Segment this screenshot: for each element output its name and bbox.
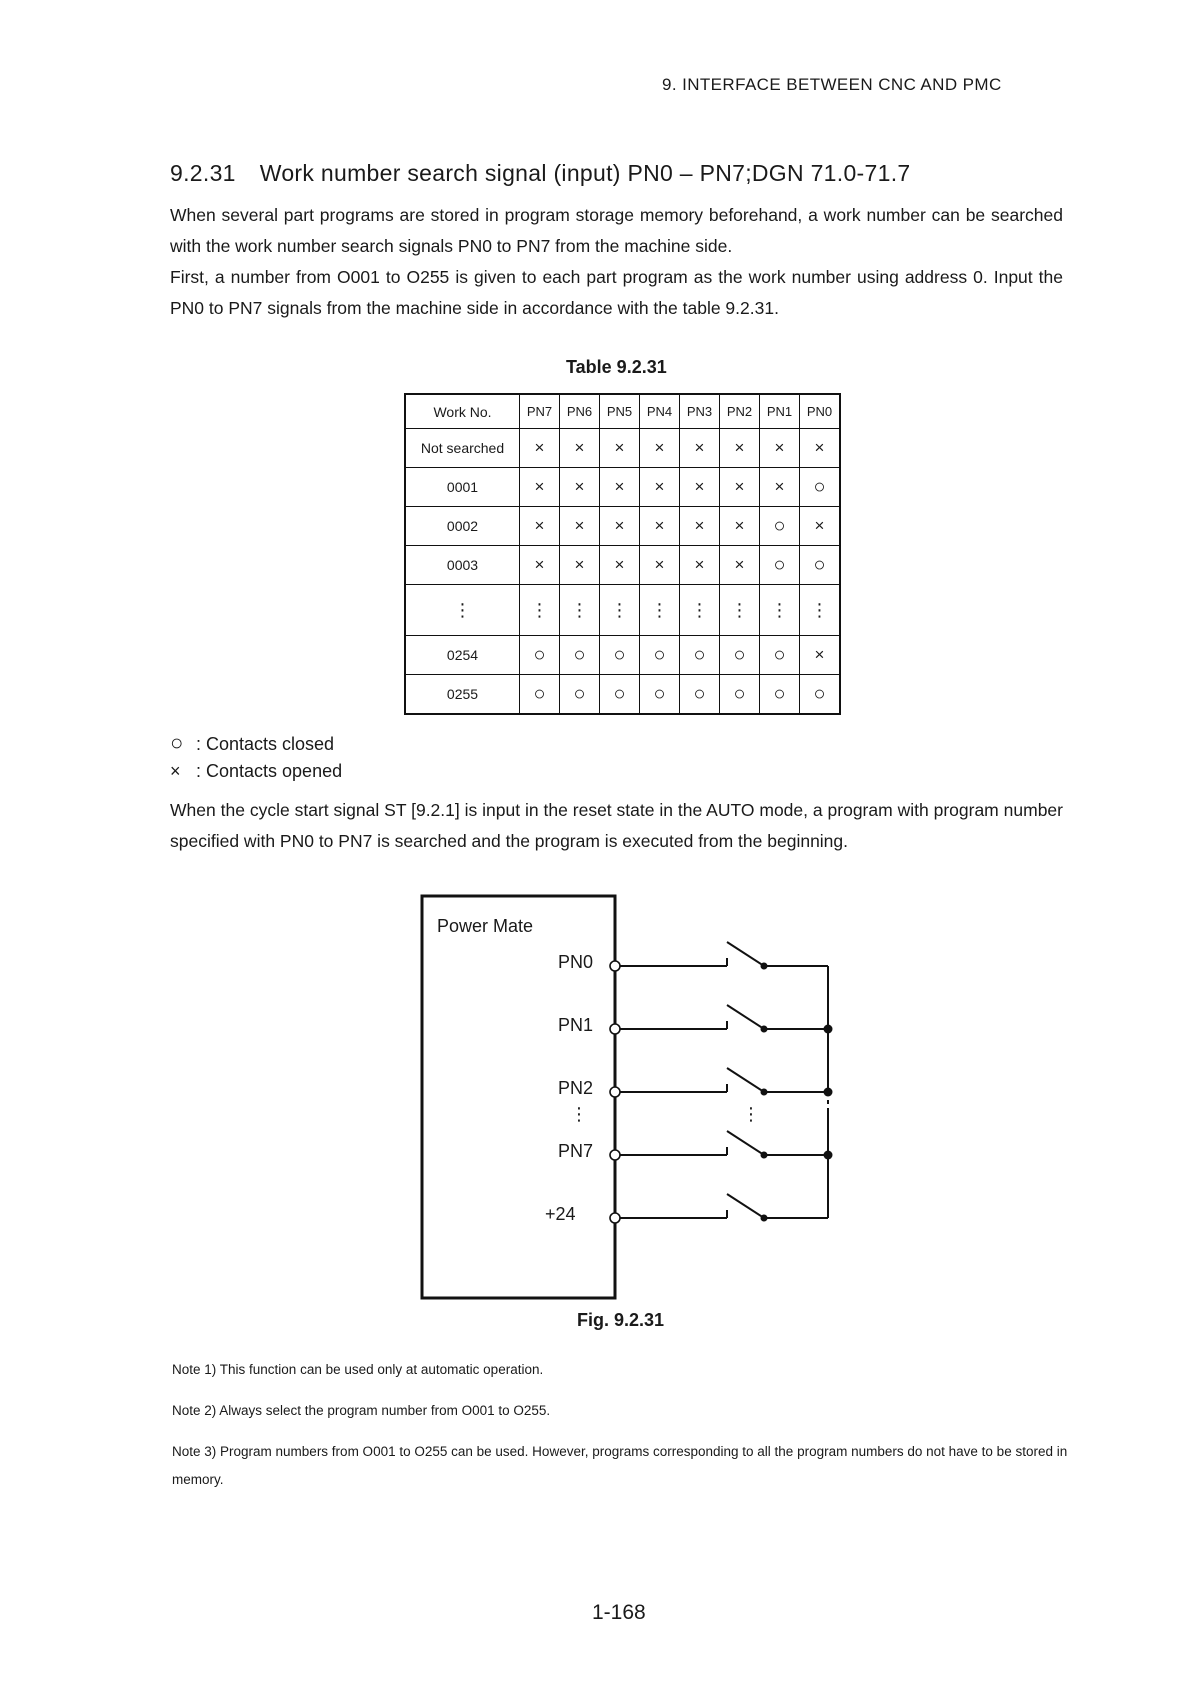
signal-label-pn2: PN2 bbox=[558, 1078, 594, 1098]
signal-cell: × bbox=[800, 429, 841, 468]
signal-cell: × bbox=[760, 429, 800, 468]
intro-paragraph-2: First, a number from O001 to O255 is given to each part program as the work number using address 0. Input the PN0 to PN7 signals from the machine side in accordance with the table 9.2.31. bbox=[170, 267, 1063, 318]
signal-label-pn1: PN1 bbox=[558, 1015, 594, 1035]
signal-label-plus24: +24 bbox=[545, 1204, 576, 1224]
signal-cell: × bbox=[720, 468, 760, 507]
signal-cell: ⋮ bbox=[520, 585, 560, 636]
signal-cell: × bbox=[680, 546, 720, 585]
header-pn0: PN0 bbox=[800, 394, 841, 429]
signal-cell: ○ bbox=[760, 546, 800, 585]
signal-cell: × bbox=[560, 507, 600, 546]
section-title: Work number search signal (input) PN0 – PN7;DGN 71.0-71.7 bbox=[259, 160, 911, 186]
circle-icon: ○ bbox=[170, 730, 184, 755]
signal-cell: × bbox=[760, 468, 800, 507]
intro-paragraph-1: When several part programs are stored in program storage memory beforehand, a work number can be searched with the work number search signals PN0 to PN7 from the machine side. bbox=[170, 205, 1063, 256]
body-paragraph: When the cycle start signal ST [9.2.1] is input in the reset state in the AUTO mode, a program with program number specified with PN0 to PN7 is searched and the program is executed from the beginning. bbox=[170, 800, 1063, 851]
header-pn4: PN4 bbox=[640, 394, 680, 429]
signal-cell: ○ bbox=[800, 546, 841, 585]
signal-cell: × bbox=[720, 546, 760, 585]
header-pn6: PN6 bbox=[560, 394, 600, 429]
signal-cell: ○ bbox=[760, 507, 800, 546]
signal-cell: × bbox=[560, 546, 600, 585]
work-number-cell: 0255 bbox=[405, 675, 520, 715]
header-pn5: PN5 bbox=[600, 394, 640, 429]
signal-cell: ⋮ bbox=[680, 585, 720, 636]
table-caption: Table 9.2.31 bbox=[566, 357, 667, 377]
signal-cell: ○ bbox=[520, 636, 560, 675]
signal-cell: × bbox=[640, 546, 680, 585]
note-1: Note 1) This function can be used only at automatic operation. bbox=[172, 1362, 544, 1377]
signal-cell: × bbox=[720, 507, 760, 546]
section-number: 9.2.31 bbox=[170, 160, 236, 186]
ellipsis-left: ⋮ bbox=[570, 1104, 588, 1124]
running-header: 9. INTERFACE BETWEEN CNC AND PMC bbox=[662, 75, 1002, 94]
header-pn3: PN3 bbox=[680, 394, 720, 429]
signal-cell: ○ bbox=[560, 636, 600, 675]
switches bbox=[727, 942, 828, 1218]
signal-cell: ○ bbox=[520, 675, 560, 715]
header-pn2: PN2 bbox=[720, 394, 760, 429]
signal-label-pn7: PN7 bbox=[558, 1141, 594, 1161]
work-number-cell: 0003 bbox=[405, 546, 520, 585]
signal-cell: × bbox=[680, 429, 720, 468]
figure-caption: Fig. 9.2.31 bbox=[577, 1310, 665, 1330]
work-number-cell: 0254 bbox=[405, 636, 520, 675]
page-number: 1-168 bbox=[592, 1601, 646, 1624]
work-number-cell: ⋮ bbox=[405, 585, 520, 636]
signal-cell: ○ bbox=[640, 675, 680, 715]
legend-opened-text: : Contacts opened bbox=[196, 761, 343, 781]
signal-cell: ○ bbox=[560, 675, 600, 715]
signal-cell: × bbox=[640, 468, 680, 507]
signal-cell: ⋮ bbox=[720, 585, 760, 636]
signal-cell: ○ bbox=[680, 636, 720, 675]
legend-closed-text: : Contacts closed bbox=[196, 734, 335, 754]
signal-cell: ○ bbox=[720, 636, 760, 675]
signal-cell: × bbox=[560, 468, 600, 507]
signal-cell: × bbox=[520, 468, 560, 507]
signal-cell: × bbox=[600, 429, 640, 468]
note-3: Note 3) Program numbers from O001 to O255 can be used. However, programs corresponding to all the program numbers do not have to be stored in memory. bbox=[172, 1444, 1068, 1487]
work-number-cell: 0001 bbox=[405, 468, 520, 507]
signal-cell: × bbox=[600, 507, 640, 546]
signal-cell: ○ bbox=[600, 675, 640, 715]
signal-cell: ⋮ bbox=[800, 585, 841, 636]
signal-cell: ○ bbox=[600, 636, 640, 675]
header-pn1: PN1 bbox=[760, 394, 800, 429]
signal-cell: ○ bbox=[800, 468, 841, 507]
signal-cell: ○ bbox=[640, 636, 680, 675]
header-pn7: PN7 bbox=[520, 394, 560, 429]
signal-cell: ○ bbox=[720, 675, 760, 715]
terminal-lines bbox=[615, 958, 727, 1218]
work-number-cell: 0002 bbox=[405, 507, 520, 546]
signal-cell: ○ bbox=[760, 675, 800, 715]
signal-cell: × bbox=[800, 636, 841, 675]
header-work-no: Work No. bbox=[405, 394, 520, 429]
signal-label-pn0: PN0 bbox=[558, 952, 594, 972]
signal-cell: × bbox=[520, 507, 560, 546]
signal-cell: × bbox=[680, 468, 720, 507]
signal-cell: × bbox=[640, 429, 680, 468]
note-2: Note 2) Always select the program number from O001 to O255. bbox=[172, 1403, 551, 1418]
signal-cell: ⋮ bbox=[760, 585, 800, 636]
signal-cell: × bbox=[520, 429, 560, 468]
signal-cell: × bbox=[720, 429, 760, 468]
signal-cell: × bbox=[600, 468, 640, 507]
signal-cell: ⋮ bbox=[560, 585, 600, 636]
signal-cell: ⋮ bbox=[640, 585, 680, 636]
signal-cell: × bbox=[600, 546, 640, 585]
signal-cell: × bbox=[520, 546, 560, 585]
signal-cell: ○ bbox=[800, 675, 841, 715]
signal-cell: ○ bbox=[680, 675, 720, 715]
signal-cell: × bbox=[680, 507, 720, 546]
work-number-cell: Not searched bbox=[405, 429, 520, 468]
cross-icon: × bbox=[170, 761, 181, 781]
ellipsis-right: ⋮ bbox=[742, 1104, 760, 1124]
signal-cell: × bbox=[640, 507, 680, 546]
power-mate-label: Power Mate bbox=[437, 916, 534, 936]
signal-cell: × bbox=[560, 429, 600, 468]
signal-cell: × bbox=[800, 507, 841, 546]
signal-cell: ⋮ bbox=[600, 585, 640, 636]
signal-cell: ○ bbox=[760, 636, 800, 675]
